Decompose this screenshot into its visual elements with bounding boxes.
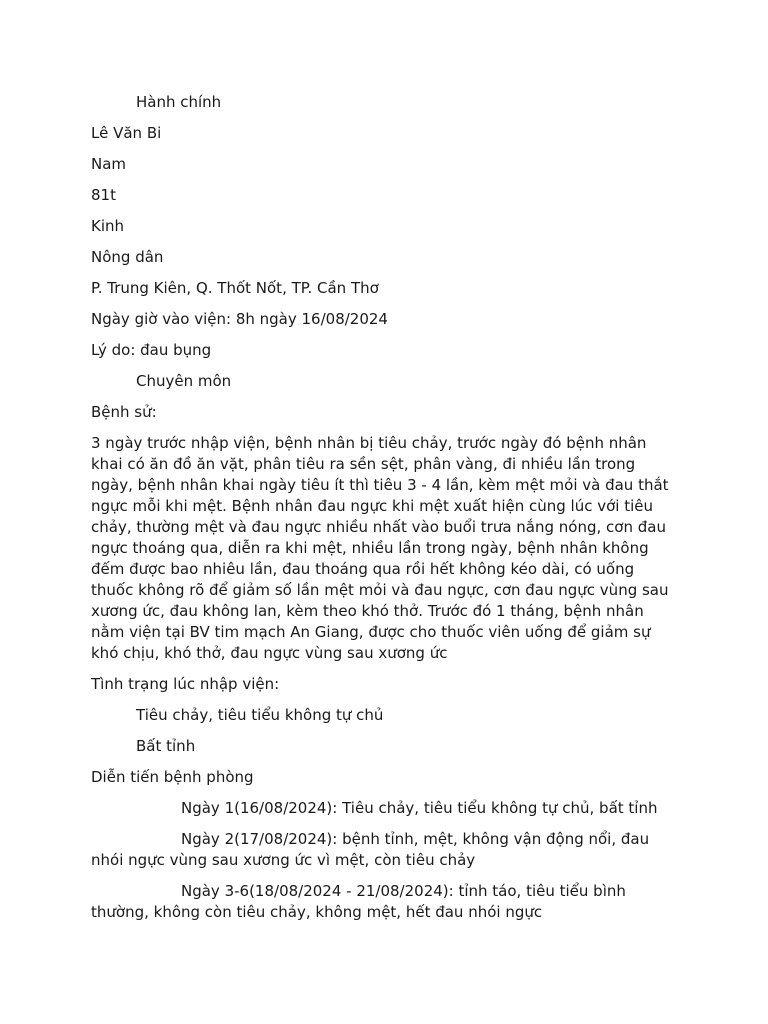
admission-status-item-1: Tiêu chảy, tiêu tiểu không tự chủ — [136, 706, 384, 724]
document-page — [91, 92, 681, 933]
patient-age: 81t — [91, 186, 116, 204]
history-text: 3 ngày trước nhập viện, bệnh nhân bị tiêu chảy, trước ngày đó bệnh nhân khai có ăn đồ ăn vặt, phân tiêu ra sền sệt, phân vàng, đi nhiều lần trong ngày, bệnh nhân khai ngày tiêu ít thì tiêu 3 - 4 lần, kèm mệt mỏi và đau thắt ngực mỗi khi mệt. Bệnh nhân đau ngực khi mệt xuất hiện cùng lúc với tiêu chảy, thường mệt và đau ngực nhiều nhất vào buổi trưa nắng nóng, cơn đau ngực thoáng qua, diễn ra khi mệt, nhiều lần trong ngày, bệnh nhân không đếm được bao nhiêu lần, đau thoáng qua rồi hết không kéo dài, có uống thuốc không rõ để giảm số lần mệt mỏi và đau ngực, cơn đau ngực vùng sau xương ức, đau không lan, kèm theo khó thở. Trước đó 1 tháng, bệnh nhân nằm viện tại BV tim mạch An Giang, được cho thuốc viên uống để giảm sự khó chịu, khó thở, đau ngực vùng sau xương ức — [91, 434, 669, 662]
patient-occupation: Nông dân — [91, 248, 164, 266]
progress-day-3-6: Ngày 3-6(18/08/2024 - 21/08/2024): tỉnh táo, tiêu tiểu bình thường, không còn tiêu chảy, không mệt, hết đau nhói ngực — [91, 882, 626, 921]
admission-reason: Lý do: đau bụng — [91, 341, 212, 359]
history-label: Bệnh sử: — [91, 403, 157, 421]
admission-time: Ngày giờ vào viện: 8h ngày 16/08/2024 — [91, 310, 388, 328]
progress-day-1: Ngày 1(16/08/2024): Tiêu chảy, tiêu tiểu không tự chủ, bất tỉnh — [181, 799, 658, 817]
clinical-heading: Chuyên môn — [136, 372, 232, 390]
patient-ethnicity: Kinh — [91, 217, 125, 235]
progress-day-2: Ngày 2(17/08/2024): bệnh tỉnh, mệt, không vận động nổi, đau nhói ngực vùng sau xương ức vì mệt, còn tiêu chảy — [91, 830, 650, 869]
patient-sex: Nam — [91, 155, 127, 173]
patient-name: Lê Văn Bi — [91, 124, 162, 142]
progress-label: Diễn tiến bệnh phòng — [91, 768, 254, 786]
admission-status-label: Tình trạng lúc nhập viện: — [91, 675, 280, 693]
patient-address: P. Trung Kiên, Q. Thốt Nốt, TP. Cần Thơ — [91, 279, 379, 297]
admission-status-item-2: Bất tỉnh — [136, 737, 196, 755]
admin-heading: Hành chính — [136, 93, 222, 111]
